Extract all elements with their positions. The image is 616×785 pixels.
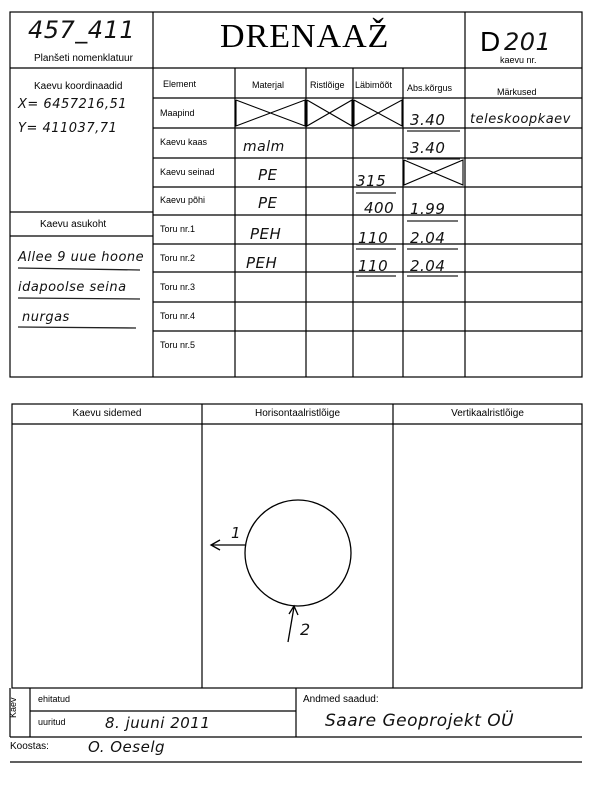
cell-labimoot: 110 [358, 257, 389, 275]
koostas-value: O. Oeselg [88, 738, 166, 756]
ehitatud-label: ehitatud [38, 694, 71, 704]
page-title: DRENAAŽ [220, 18, 390, 55]
location-label: Kaevu asukoht [40, 219, 107, 230]
kaev-vertical-label: Kaev [8, 697, 18, 718]
cell-abs: 3.40 [410, 139, 446, 157]
row-element: Toru nr.2 [160, 253, 196, 263]
location-line-1: Allee 9 uue hoone [18, 250, 145, 265]
coords-label: Kaevu koordinaadid [34, 81, 123, 92]
cell-labimoot: 110 [358, 229, 389, 247]
col-header-element: Element [163, 79, 197, 89]
location-line-3: nurgas [22, 310, 70, 325]
uuritud-label: uuritud [38, 717, 66, 727]
cell-materjal: PE [258, 166, 278, 184]
cell-materjal: malm [243, 139, 285, 155]
location-line-2: idapoolse seina [18, 280, 127, 295]
cell-materjal: PEH [246, 254, 278, 272]
cell-markused: teleskoopkaev [470, 112, 571, 127]
cell-labimoot: 315 [356, 172, 387, 190]
row-element: Toru nr.3 [160, 282, 196, 292]
uuritud-date: 8. juuni 2011 [105, 714, 211, 732]
planset-value: 457_411 [28, 16, 136, 44]
col-header-abs: Abs.kõrgus [407, 83, 453, 93]
cell-abs: 2.04 [410, 229, 446, 247]
row-element: Toru nr.1 [160, 224, 196, 234]
kaevu-nr-label: kaevu nr. [500, 55, 537, 65]
planset-label: Planšeti nomenklatuur [34, 53, 133, 64]
row-element: Kaevu seinad [160, 167, 215, 177]
sketch-col-kaevu-sidemed: Kaevu sidemed [72, 408, 142, 419]
cell-abs: 3.40 [410, 111, 446, 129]
row-element: Maapind [160, 108, 195, 118]
row-element: Kaevu põhi [160, 195, 206, 205]
col-header-materjal: Materjal [252, 80, 285, 90]
andmed-label: Andmed saadud: [303, 694, 379, 705]
row-element: Toru nr.4 [160, 311, 196, 321]
cell-labimoot: 400 [364, 199, 395, 217]
pipe-2-label: 2 [300, 620, 311, 639]
sketch-col-vertikaal: Vertikaalristlõige [451, 408, 524, 419]
col-header-labimoot: Läbimõõt [355, 80, 393, 90]
kaevu-nr-value: 201 [504, 28, 552, 56]
pipe-1-label: 1 [231, 524, 242, 542]
cell-abs: 1.99 [410, 200, 446, 218]
coord-y: Y= 411037,71 [18, 121, 118, 136]
top-table-frame [10, 12, 582, 377]
d-prefix: D [480, 26, 501, 57]
cell-materjal: PE [258, 194, 278, 212]
col-header-markused: Märkused [497, 87, 537, 97]
andmed-value: Saare Geoprojekt OÜ [325, 711, 515, 731]
koostas-label: Koostas: [10, 741, 49, 752]
row-element: Toru nr.5 [160, 340, 196, 350]
cell-abs: 2.04 [410, 257, 446, 275]
sketch-frame [12, 404, 582, 688]
manhole-circle [245, 500, 351, 606]
cell-materjal: PEH [250, 225, 282, 243]
coord-x: X= 6457216,51 [18, 97, 128, 112]
sketch-col-horisontaal: Horisontaalristlõige [254, 408, 341, 419]
col-header-ristloige: Ristlõige [310, 80, 345, 90]
row-element: Kaevu kaas [160, 137, 208, 147]
